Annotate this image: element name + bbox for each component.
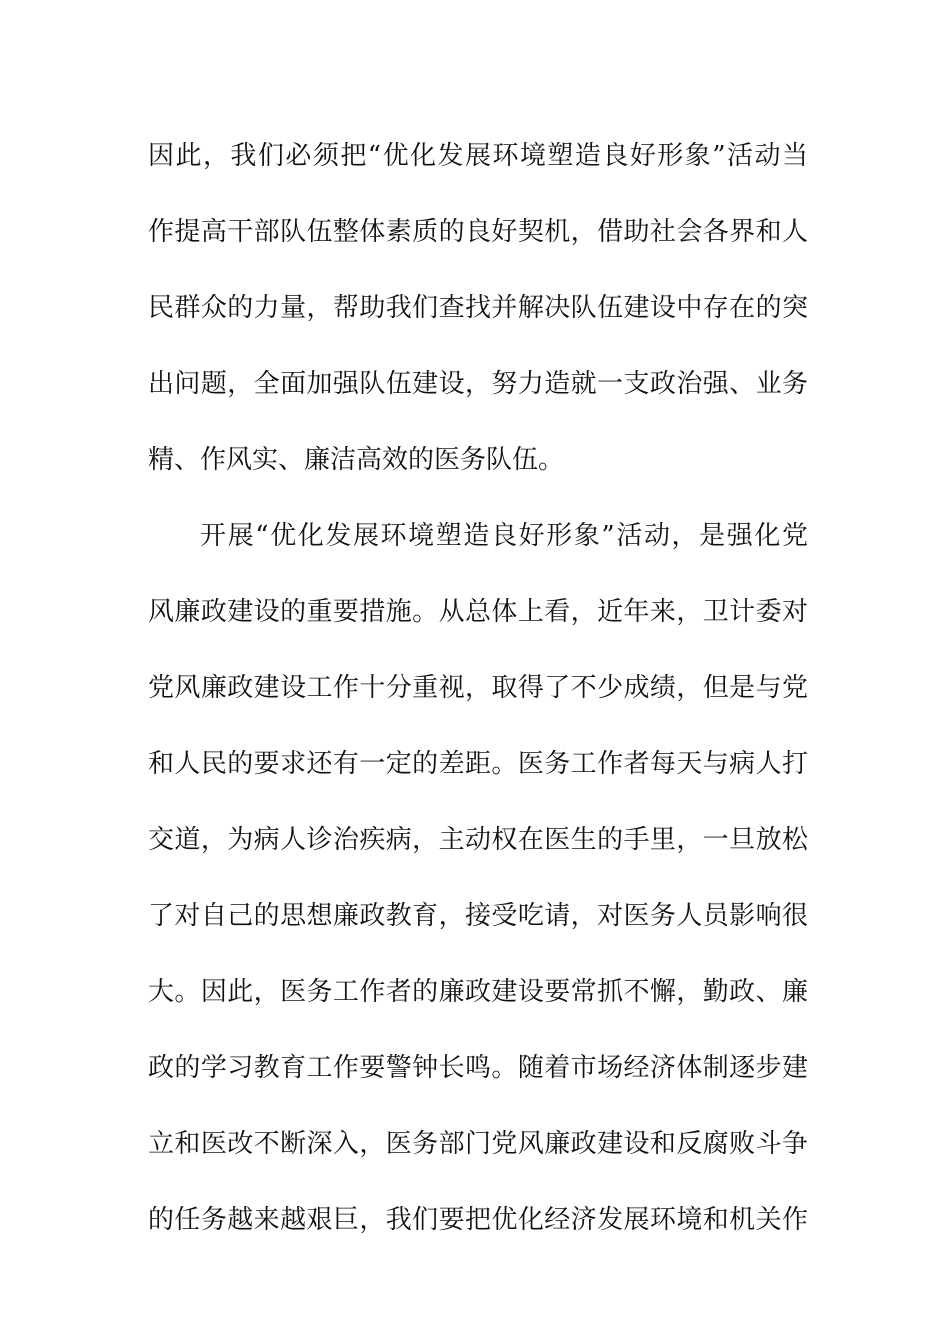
text-line: 和人民的要求还有一定的差距。医务工作者每天与病人打	[148, 749, 808, 779]
text-line: 开展“优化发展环境塑造良好形象”活动，是强化党	[200, 521, 808, 551]
text-line: 的任务越来越艰巨，我们要把优化经济发展环境和机关作	[148, 1205, 808, 1235]
paragraph-2	[148, 506, 808, 1266]
text-line: 作提高干部队伍整体素质的良好契机，借助社会各界和人	[148, 217, 808, 247]
text-line: 了对自己的思想廉政教育，接受吃请，对医务人员影响很	[148, 901, 808, 931]
body-text	[148, 126, 808, 1266]
paragraph-1	[148, 126, 808, 506]
text-line: 交道，为病人诊治疾病，主动权在医生的手里，一旦放松	[148, 825, 808, 855]
text-line: 党风廉政建设工作十分重视，取得了不少成绩，但是与党	[148, 673, 808, 703]
text-line: 政的学习教育工作要警钟长鸣。随着市场经济体制逐步建	[148, 1053, 808, 1083]
text-line: 出问题，全面加强队伍建设，努力造就一支政治强、业务	[148, 369, 808, 399]
text-line: 风廉政建设的重要措施。从总体上看，近年来，卫计委对	[148, 597, 808, 627]
text-line: 精、作风实、廉洁高效的医务队伍。	[148, 445, 565, 475]
text-line: 立和医改不断深入，医务部门党风廉政建设和反腐败斗争	[148, 1129, 808, 1159]
text-line: 大。因此，医务工作者的廉政建设要常抓不懈，勤政、廉	[148, 977, 808, 1007]
text-line: 民群众的力量，帮助我们查找并解决队伍建设中存在的突	[148, 293, 808, 323]
text-line: 因此，我们必须把“优化发展环境塑造良好形象”活动当	[148, 141, 808, 171]
